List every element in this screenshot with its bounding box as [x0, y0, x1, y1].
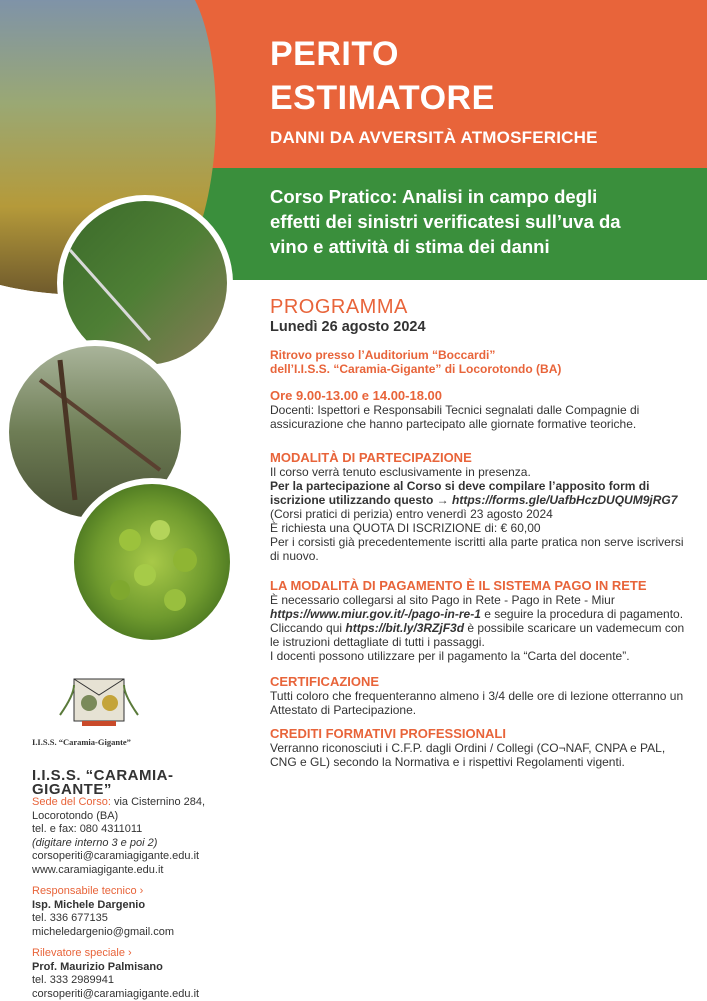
participation-form-text [270, 479, 690, 507]
subtitle: DANNI DA AVVERSITÀ ATMOSFERICHE [270, 128, 598, 148]
program-heading: PROGRAMMA [270, 296, 690, 318]
tech-manager-label: Responsabile tecnico [32, 885, 137, 897]
tech-manager-phone: tel. 336 677135 [32, 912, 252, 926]
participation-line-5: Per i corsisti già precedentemente iscritti alla parte pratica non serve iscriversi di nuovo. [270, 535, 690, 563]
payment-miur-link[interactable]: https://www.miur.gov.it/-/pago-in-re-1 [270, 607, 481, 621]
school-city: Locorotondo (BA) [32, 810, 252, 824]
title-line-1: PERITO [270, 36, 399, 72]
participation-line-3: (Corsi pratici di perizia) entro venerdì 23 agosto 2024 [270, 507, 690, 521]
logo-caption: I.I.S.S. “Caramia-Gigante” [32, 736, 252, 750]
school-website[interactable]: www.caramiagigante.edu.it [32, 864, 252, 878]
chevron-right-icon: › [128, 947, 132, 959]
program-content [270, 296, 690, 769]
meeting-line-2: dell’I.I.S.S. “Caramia-Gigante” di Locorotondo (BA) [270, 362, 690, 376]
surveyor-label: Rilevatore speciale [32, 947, 125, 959]
payment-title: LA MODALITÀ DI PAGAMENTO È IL SISTEMA PAGO IN RETE [270, 579, 690, 593]
meeting-place [270, 348, 690, 376]
school-email[interactable]: corsoperiti@caramiagigante.edu.it [32, 850, 252, 864]
school-logo-icon [54, 675, 144, 729]
payment-vademecum-link[interactable]: https://bit.ly/3RZjF3d [345, 621, 464, 635]
course-title-line-3: vino e attività di stima dei danni [270, 234, 690, 259]
certification-text: Tutti coloro che frequenteranno almeno i 3/4 delle ore di lezione otterranno un Attestato di Partecipazione. [270, 689, 690, 717]
surveyor-email[interactable]: corsoperiti@caramiagigante.edu.it [32, 988, 252, 1001]
credits-text: Verranno riconosciuti i C.F.P. dagli Ordini / Collegi (CO¬NAF, CNPA e PAL, CNG e GL) secondo la Normativa e i rispettivi Regolamenti vigenti. [270, 741, 690, 769]
seat-value: via Cisternino 284, [114, 796, 205, 808]
grape-cluster-photo [74, 484, 230, 640]
school-phone-note: (digitare interno 3 e poi 2) [32, 837, 252, 851]
seat-line [32, 796, 252, 810]
course-title-line-1: Corso Pratico: Analisi in campo degli [270, 184, 690, 209]
course-title-line-2: effetti dei sinistri verificatesi sull’uva da [270, 209, 690, 234]
participation-line-4: È richiesta una QUOTA DI ISCRIZIONE di: € 60,00 [270, 521, 690, 535]
payment-text-1: È necessario collegarsi al sito Pago in Rete - Pago in Rete - Miur [270, 593, 615, 607]
payment-text-3: Cliccando qui [270, 621, 342, 635]
payment-text-4: è possibile scaricare un vademecum con le istruzioni dettagliate di tutti i passaggi. [270, 621, 684, 649]
tech-manager-label-row [32, 885, 252, 899]
surveyor-phone: tel. 333 2989941 [32, 974, 252, 988]
surveyor-name: Prof. Maurizio Palmisano [32, 961, 252, 975]
credits-title: CREDITI FORMATIVI PROFESSIONALI [270, 727, 690, 741]
participation-line-1: Il corso verrà tenuto esclusivamente in presenza. [270, 465, 690, 479]
tech-manager-name: Isp. Michele Dargenio [32, 899, 252, 913]
school-phone: tel. e fax: 080 4311011 [32, 823, 252, 837]
course-title [270, 184, 690, 259]
tech-manager-email[interactable]: micheledargenio@gmail.com [32, 926, 252, 940]
participation-bold-text: Per la partecipazione al Corso si deve compilare l’apposito form di iscrizione utilizzando questo → [270, 479, 649, 507]
contacts-column [32, 675, 252, 1001]
payment-paragraph-2 [270, 621, 690, 649]
program-date: Lunedì 26 agosto 2024 [270, 320, 690, 334]
school-name: I.I.S.S. “CARAMIA-GIGANTE” [32, 769, 252, 796]
program-teachers: Docenti: Ispettori e Responsabili Tecnici segnalati dalle Compagnie di assicurazione che hanno partecipato alle giornate formative teoriche. [270, 403, 690, 431]
chevron-right-icon: › [140, 885, 144, 897]
meeting-line-1: Ritrovo presso l’Auditorium “Boccardi” [270, 348, 690, 362]
participation-form-link[interactable]: https://forms.gle/UafbHczDUQUM9jRG7 [452, 493, 677, 507]
seat-label: Sede del Corso: [32, 796, 111, 808]
program-hours: Ore 9.00-13.00 e 14.00-18.00 [270, 389, 690, 403]
certification-title: CERTIFICAZIONE [270, 675, 690, 689]
surveyor-label-row [32, 947, 252, 961]
payment-text-5: I docenti possono utilizzare per il pagamento la “Carta del docente”. [270, 649, 690, 663]
payment-text-2: e seguire la procedura di pagamento. [484, 607, 683, 621]
title-line-2: ESTIMATORE [270, 80, 495, 116]
participation-title: MODALITÀ DI PARTECIPAZIONE [270, 451, 690, 465]
payment-paragraph-1 [270, 593, 690, 621]
